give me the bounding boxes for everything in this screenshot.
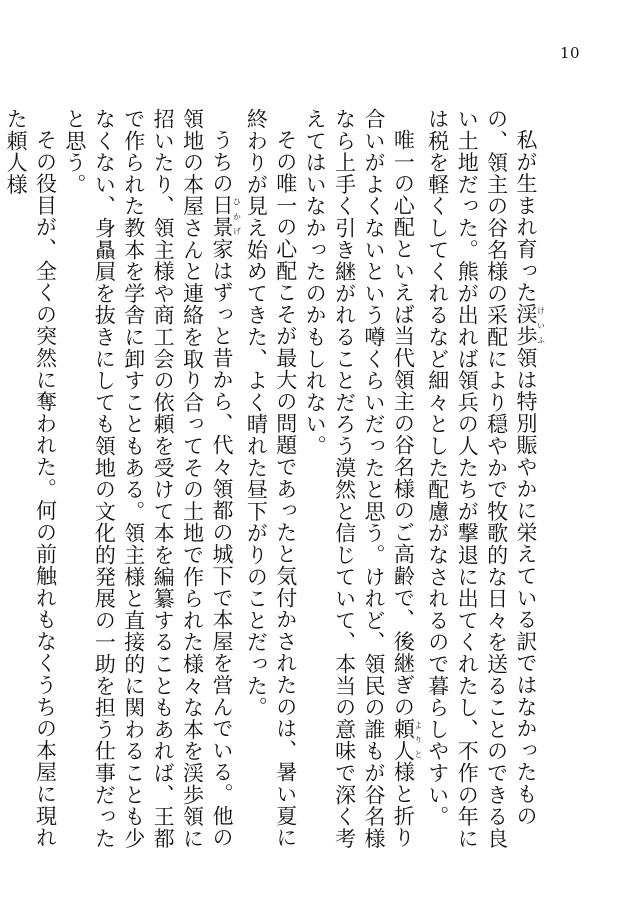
text-run: 様と折り合いがよくないという噂くらいだったと思う。けれど、領民の誰もが谷名様なら上手く引き継がれることだろう漠然と信じていて、本当の意味で深く考えてはいなかったのかもしれない。 xyxy=(303,108,416,850)
paragraph xyxy=(241,108,300,868)
ruby-annotation xyxy=(209,194,242,239)
body-text xyxy=(1,108,545,868)
text-run: その役目が、全くの突然に奪われた。何の前触れもなくうちの本屋に現れた頼人様 xyxy=(4,108,58,849)
text-run: うちの xyxy=(209,129,234,195)
ruby-reading: よりと xyxy=(413,717,423,762)
ruby-annotation xyxy=(514,303,546,348)
ruby-base: 渓歩 xyxy=(514,303,538,348)
page-number: 10 xyxy=(560,44,581,62)
ruby-reading: けいふ xyxy=(536,303,546,348)
paragraph xyxy=(300,108,423,868)
paragraph xyxy=(1,108,60,868)
ruby-base: 頼人 xyxy=(391,717,416,762)
paragraph xyxy=(60,108,241,868)
text-run: 家はずっと昔から、代々領都の城下で本屋を営んでいる。他の領地の本屋さんと連絡を取り合ってその土地で作られた様々な本を渓歩領に招いたり、領主様や商工会の依頼を受けて本を編纂することもあれば、王都で作られた教本を学舎に卸すこともある。領主様と直接的に関わることも少なくない、身贔屓を抜きにしても領地の文化的発展の一助を担う仕事だったと思う。 xyxy=(62,108,234,850)
text-run: 唯一の心配といえば当代領主の谷名様のご高齢で、後継ぎの xyxy=(391,129,416,718)
ruby-base: 日景 xyxy=(209,194,234,239)
paragraph xyxy=(422,108,545,868)
ruby-reading: ひかげ xyxy=(232,194,242,239)
text-run: その唯一の心配こそが最大の問題であったと気付かされたのは、暑い夏に終わりが見え始めてきた、よく晴れた昼下がりのことだった。 xyxy=(244,108,298,849)
ruby-annotation xyxy=(391,717,423,762)
text-run: 領は特別賑やかに栄えている訳ではなかったものの、領主の谷名様の采配により穏やかで牧歌的な日々を送ることのできる良い土地だった。熊が出れば領兵の人たちが撃退に出てくれたし、不作の年には税を軽くしてくれるなど細々とした配慮がなされるので暮らしやすい。 xyxy=(425,108,538,850)
text-run: 私が生まれ育った xyxy=(514,129,538,304)
